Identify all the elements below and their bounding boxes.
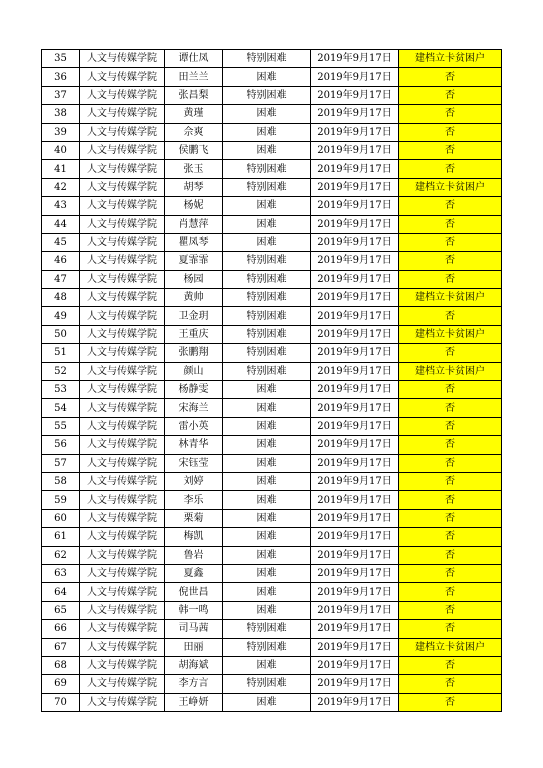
poverty-file-cell[interactable]: 否 (399, 546, 502, 564)
poverty-file-cell[interactable]: 否 (399, 68, 502, 86)
table-row (42, 472, 502, 490)
difficulty-level-cell[interactable]: 困难 (223, 509, 311, 527)
row-number-cell[interactable]: 43 (42, 197, 80, 215)
table-body (42, 50, 502, 712)
difficulty-level-cell[interactable]: 困难 (223, 601, 311, 619)
row-number-cell[interactable]: 51 (42, 344, 80, 362)
difficulty-level-cell[interactable]: 特别困难 (223, 289, 311, 307)
student-name-cell[interactable]: 张玉 (165, 160, 223, 178)
poverty-file-cell[interactable]: 否 (399, 86, 502, 104)
date-cell[interactable]: 2019年9月17日 (311, 68, 399, 86)
row-number-cell[interactable]: 55 (42, 417, 80, 435)
student-name-cell[interactable]: 梅凯 (165, 528, 223, 546)
row-number-cell[interactable]: 49 (42, 307, 80, 325)
date-cell[interactable]: 2019年9月17日 (311, 399, 399, 417)
date-cell[interactable]: 2019年9月17日 (311, 86, 399, 104)
row-number-cell[interactable]: 62 (42, 546, 80, 564)
row-number-cell[interactable]: 70 (42, 693, 80, 711)
college-cell[interactable]: 人文与传媒学院 (80, 68, 165, 86)
table-row (42, 289, 502, 307)
row-number-cell[interactable]: 64 (42, 583, 80, 601)
difficulty-level-cell[interactable]: 困难 (223, 233, 311, 251)
table-row (42, 528, 502, 546)
student-name-cell[interactable]: 黄瑾 (165, 105, 223, 123)
difficulty-level-cell[interactable]: 困难 (223, 564, 311, 582)
student-name-cell[interactable]: 田丽 (165, 638, 223, 656)
date-cell[interactable]: 2019年9月17日 (311, 362, 399, 380)
poverty-file-cell[interactable]: 否 (399, 344, 502, 362)
difficulty-level-cell[interactable]: 特别困难 (223, 620, 311, 638)
college-cell[interactable]: 人文与传媒学院 (80, 270, 165, 288)
college-cell[interactable]: 人文与传媒学院 (80, 86, 165, 104)
difficulty-level-cell[interactable]: 特别困难 (223, 252, 311, 270)
table-row (42, 50, 502, 68)
poverty-file-cell[interactable]: 否 (399, 491, 502, 509)
poverty-file-cell[interactable]: 否 (399, 233, 502, 251)
poverty-file-cell[interactable]: 否 (399, 123, 502, 141)
college-cell[interactable]: 人文与传媒学院 (80, 307, 165, 325)
college-cell[interactable]: 人文与传媒学院 (80, 491, 165, 509)
student-name-cell[interactable]: 韩一鸣 (165, 601, 223, 619)
student-name-cell[interactable]: 张昌梨 (165, 86, 223, 104)
row-number-cell[interactable]: 68 (42, 656, 80, 674)
college-cell[interactable]: 人文与传媒学院 (80, 601, 165, 619)
row-number-cell[interactable]: 58 (42, 472, 80, 490)
difficulty-level-cell[interactable]: 困难 (223, 105, 311, 123)
poverty-file-cell[interactable]: 否 (399, 675, 502, 693)
college-cell[interactable]: 人文与传媒学院 (80, 675, 165, 693)
table-row (42, 638, 502, 656)
student-name-cell[interactable]: 王重庆 (165, 325, 223, 343)
row-number-cell[interactable]: 53 (42, 381, 80, 399)
poverty-file-cell[interactable]: 建档立卡贫困户 (399, 362, 502, 380)
student-name-cell[interactable]: 鲁岩 (165, 546, 223, 564)
poverty-file-cell[interactable]: 否 (399, 436, 502, 454)
row-number-cell[interactable]: 37 (42, 86, 80, 104)
date-cell[interactable]: 2019年9月17日 (311, 436, 399, 454)
difficulty-level-cell[interactable]: 困难 (223, 381, 311, 399)
difficulty-level-cell[interactable]: 特别困难 (223, 675, 311, 693)
row-number-cell[interactable]: 46 (42, 252, 80, 270)
row-number-cell[interactable]: 54 (42, 399, 80, 417)
row-number-cell[interactable]: 36 (42, 68, 80, 86)
difficulty-level-cell[interactable]: 特别困难 (223, 178, 311, 196)
row-number-cell[interactable]: 61 (42, 528, 80, 546)
college-cell[interactable]: 人文与传媒学院 (80, 362, 165, 380)
table-row (42, 86, 502, 104)
difficulty-level-cell[interactable]: 困难 (223, 197, 311, 215)
poverty-file-cell[interactable]: 否 (399, 307, 502, 325)
college-cell[interactable]: 人文与传媒学院 (80, 381, 165, 399)
student-aid-table (41, 49, 502, 712)
table-row (42, 620, 502, 638)
college-cell[interactable]: 人文与传媒学院 (80, 564, 165, 582)
table-row (42, 68, 502, 86)
college-cell[interactable]: 人文与传媒学院 (80, 141, 165, 159)
college-cell[interactable]: 人文与传媒学院 (80, 656, 165, 674)
student-name-cell[interactable]: 侯鹏飞 (165, 141, 223, 159)
poverty-file-cell[interactable]: 否 (399, 252, 502, 270)
poverty-file-cell[interactable]: 否 (399, 693, 502, 711)
difficulty-level-cell[interactable]: 特别困难 (223, 344, 311, 362)
date-cell[interactable]: 2019年9月17日 (311, 675, 399, 693)
date-cell[interactable]: 2019年9月17日 (311, 252, 399, 270)
college-cell[interactable]: 人文与传媒学院 (80, 693, 165, 711)
poverty-file-cell[interactable]: 否 (399, 197, 502, 215)
row-number-cell[interactable]: 52 (42, 362, 80, 380)
table-row (42, 344, 502, 362)
poverty-file-cell[interactable]: 否 (399, 417, 502, 435)
date-cell[interactable]: 2019年9月17日 (311, 381, 399, 399)
table-row (42, 675, 502, 693)
table-row (42, 417, 502, 435)
row-number-cell[interactable]: 41 (42, 160, 80, 178)
student-name-cell[interactable]: 谭仕凤 (165, 50, 223, 68)
poverty-file-cell[interactable]: 否 (399, 399, 502, 417)
difficulty-level-cell[interactable]: 特别困难 (223, 50, 311, 68)
poverty-file-cell[interactable]: 否 (399, 160, 502, 178)
poverty-file-cell[interactable]: 否 (399, 215, 502, 233)
college-cell[interactable]: 人文与传媒学院 (80, 454, 165, 472)
student-name-cell[interactable]: 王峥妍 (165, 693, 223, 711)
date-cell[interactable]: 2019年9月17日 (311, 50, 399, 68)
table-row (42, 509, 502, 527)
student-name-cell[interactable]: 瞿凤琴 (165, 233, 223, 251)
difficulty-level-cell[interactable]: 困难 (223, 436, 311, 454)
table-row (42, 307, 502, 325)
table-row (42, 197, 502, 215)
college-cell[interactable]: 人文与传媒学院 (80, 417, 165, 435)
difficulty-level-cell[interactable]: 特别困难 (223, 325, 311, 343)
difficulty-level-cell[interactable]: 特别困难 (223, 270, 311, 288)
table-row (42, 399, 502, 417)
student-name-cell[interactable]: 杨妮 (165, 197, 223, 215)
student-name-cell[interactable]: 李方言 (165, 675, 223, 693)
student-name-cell[interactable]: 夏鑫 (165, 564, 223, 582)
student-name-cell[interactable]: 黄帅 (165, 289, 223, 307)
difficulty-level-cell[interactable]: 困难 (223, 693, 311, 711)
row-number-cell[interactable]: 40 (42, 141, 80, 159)
college-cell[interactable]: 人文与传媒学院 (80, 289, 165, 307)
row-number-cell[interactable]: 47 (42, 270, 80, 288)
row-number-cell[interactable]: 50 (42, 325, 80, 343)
date-cell[interactable]: 2019年9月17日 (311, 546, 399, 564)
poverty-file-cell[interactable]: 否 (399, 509, 502, 527)
table-row (42, 160, 502, 178)
date-cell[interactable]: 2019年9月17日 (311, 233, 399, 251)
date-cell[interactable]: 2019年9月17日 (311, 141, 399, 159)
row-number-cell[interactable]: 67 (42, 638, 80, 656)
student-name-cell[interactable]: 刘婷 (165, 472, 223, 490)
difficulty-level-cell[interactable]: 特别困难 (223, 362, 311, 380)
student-name-cell[interactable]: 肖慧萍 (165, 215, 223, 233)
row-number-cell[interactable]: 44 (42, 215, 80, 233)
row-number-cell[interactable]: 69 (42, 675, 80, 693)
student-name-cell[interactable]: 颜山 (165, 362, 223, 380)
difficulty-level-cell[interactable]: 困难 (223, 141, 311, 159)
table-row (42, 583, 502, 601)
difficulty-level-cell[interactable]: 困难 (223, 123, 311, 141)
row-number-cell[interactable]: 65 (42, 601, 80, 619)
table-row (42, 381, 502, 399)
date-cell[interactable]: 2019年9月17日 (311, 289, 399, 307)
college-cell[interactable]: 人文与传媒学院 (80, 344, 165, 362)
row-number-cell[interactable]: 35 (42, 50, 80, 68)
row-number-cell[interactable]: 56 (42, 436, 80, 454)
difficulty-level-cell[interactable]: 困难 (223, 546, 311, 564)
table-row (42, 105, 502, 123)
date-cell[interactable]: 2019年9月17日 (311, 601, 399, 619)
student-name-cell[interactable]: 杨静雯 (165, 381, 223, 399)
date-cell[interactable]: 2019年9月17日 (311, 693, 399, 711)
table-row (42, 491, 502, 509)
table-row (42, 454, 502, 472)
college-cell[interactable]: 人文与传媒学院 (80, 233, 165, 251)
college-cell[interactable]: 人文与传媒学院 (80, 546, 165, 564)
student-name-cell[interactable]: 张鹏翔 (165, 344, 223, 362)
poverty-file-cell[interactable]: 否 (399, 472, 502, 490)
table-row (42, 656, 502, 674)
table-row (42, 325, 502, 343)
student-name-cell[interactable]: 栗菊 (165, 509, 223, 527)
poverty-file-cell[interactable]: 否 (399, 270, 502, 288)
college-cell[interactable]: 人文与传媒学院 (80, 436, 165, 454)
row-number-cell[interactable]: 38 (42, 105, 80, 123)
college-cell[interactable]: 人文与传媒学院 (80, 197, 165, 215)
row-number-cell[interactable]: 60 (42, 509, 80, 527)
college-cell[interactable]: 人文与传媒学院 (80, 160, 165, 178)
difficulty-level-cell[interactable]: 特别困难 (223, 307, 311, 325)
date-cell[interactable]: 2019年9月17日 (311, 583, 399, 601)
date-cell[interactable]: 2019年9月17日 (311, 178, 399, 196)
table-row (42, 546, 502, 564)
college-cell[interactable]: 人文与传媒学院 (80, 178, 165, 196)
date-cell[interactable]: 2019年9月17日 (311, 638, 399, 656)
college-cell[interactable]: 人文与传媒学院 (80, 620, 165, 638)
student-name-cell[interactable]: 田兰兰 (165, 68, 223, 86)
table-row (42, 601, 502, 619)
college-cell[interactable]: 人文与传媒学院 (80, 325, 165, 343)
table-row (42, 436, 502, 454)
college-cell[interactable]: 人文与传媒学院 (80, 215, 165, 233)
table-row (42, 123, 502, 141)
poverty-file-cell[interactable]: 否 (399, 564, 502, 582)
poverty-file-cell[interactable]: 否 (399, 454, 502, 472)
table-row (42, 215, 502, 233)
poverty-file-cell[interactable]: 否 (399, 105, 502, 123)
poverty-file-cell[interactable]: 建档立卡贫困户 (399, 178, 502, 196)
row-number-cell[interactable]: 42 (42, 178, 80, 196)
poverty-file-cell[interactable]: 建档立卡贫困户 (399, 289, 502, 307)
table-row (42, 178, 502, 196)
student-name-cell[interactable]: 李乐 (165, 491, 223, 509)
student-name-cell[interactable]: 司马茜 (165, 620, 223, 638)
date-cell[interactable]: 2019年9月17日 (311, 656, 399, 674)
poverty-file-cell[interactable]: 否 (399, 528, 502, 546)
difficulty-level-cell[interactable]: 特别困难 (223, 160, 311, 178)
difficulty-level-cell[interactable]: 困难 (223, 68, 311, 86)
college-cell[interactable]: 人文与传媒学院 (80, 509, 165, 527)
student-name-cell[interactable]: 雷小英 (165, 417, 223, 435)
row-number-cell[interactable]: 48 (42, 289, 80, 307)
table-row (42, 270, 502, 288)
date-cell[interactable]: 2019年9月17日 (311, 160, 399, 178)
date-cell[interactable]: 2019年9月17日 (311, 270, 399, 288)
poverty-file-cell[interactable]: 建档立卡贫困户 (399, 638, 502, 656)
student-name-cell[interactable]: 夏霏霏 (165, 252, 223, 270)
student-name-cell[interactable]: 倪世昌 (165, 583, 223, 601)
row-number-cell[interactable]: 39 (42, 123, 80, 141)
table-row (42, 233, 502, 251)
date-cell[interactable]: 2019年9月17日 (311, 215, 399, 233)
difficulty-level-cell[interactable]: 困难 (223, 417, 311, 435)
poverty-file-cell[interactable]: 否 (399, 620, 502, 638)
student-name-cell[interactable]: 佘爽 (165, 123, 223, 141)
table-row (42, 141, 502, 159)
poverty-file-cell[interactable]: 否 (399, 141, 502, 159)
poverty-file-cell[interactable]: 否 (399, 656, 502, 674)
date-cell[interactable]: 2019年9月17日 (311, 123, 399, 141)
difficulty-level-cell[interactable]: 困难 (223, 656, 311, 674)
college-cell[interactable]: 人文与传媒学院 (80, 399, 165, 417)
table-row (42, 693, 502, 711)
table-row (42, 564, 502, 582)
poverty-file-cell[interactable]: 否 (399, 601, 502, 619)
date-cell[interactable]: 2019年9月17日 (311, 491, 399, 509)
date-cell[interactable]: 2019年9月17日 (311, 620, 399, 638)
poverty-file-cell[interactable]: 建档立卡贫困户 (399, 50, 502, 68)
date-cell[interactable]: 2019年9月17日 (311, 197, 399, 215)
student-name-cell[interactable]: 杨园 (165, 270, 223, 288)
date-cell[interactable]: 2019年9月17日 (311, 325, 399, 343)
date-cell[interactable]: 2019年9月17日 (311, 564, 399, 582)
row-number-cell[interactable]: 45 (42, 233, 80, 251)
difficulty-level-cell[interactable]: 困难 (223, 454, 311, 472)
difficulty-level-cell[interactable]: 困难 (223, 399, 311, 417)
student-name-cell[interactable]: 宋海兰 (165, 399, 223, 417)
row-number-cell[interactable]: 59 (42, 491, 80, 509)
poverty-file-cell[interactable]: 建档立卡贫困户 (399, 325, 502, 343)
student-name-cell[interactable]: 林青华 (165, 436, 223, 454)
difficulty-level-cell[interactable]: 困难 (223, 583, 311, 601)
date-cell[interactable]: 2019年9月17日 (311, 344, 399, 362)
student-name-cell[interactable]: 宋钰莹 (165, 454, 223, 472)
date-cell[interactable]: 2019年9月17日 (311, 472, 399, 490)
date-cell[interactable]: 2019年9月17日 (311, 307, 399, 325)
difficulty-level-cell[interactable]: 困难 (223, 528, 311, 546)
college-cell[interactable]: 人文与传媒学院 (80, 252, 165, 270)
student-name-cell[interactable]: 卫金玥 (165, 307, 223, 325)
date-cell[interactable]: 2019年9月17日 (311, 528, 399, 546)
college-cell[interactable]: 人文与传媒学院 (80, 472, 165, 490)
student-name-cell[interactable]: 胡海斌 (165, 656, 223, 674)
poverty-file-cell[interactable]: 否 (399, 381, 502, 399)
college-cell[interactable]: 人文与传媒学院 (80, 105, 165, 123)
college-cell[interactable]: 人文与传媒学院 (80, 123, 165, 141)
difficulty-level-cell[interactable]: 特别困难 (223, 638, 311, 656)
college-cell[interactable]: 人文与传媒学院 (80, 528, 165, 546)
row-number-cell[interactable]: 66 (42, 620, 80, 638)
date-cell[interactable]: 2019年9月17日 (311, 105, 399, 123)
poverty-file-cell[interactable]: 否 (399, 583, 502, 601)
difficulty-level-cell[interactable]: 特别困难 (223, 86, 311, 104)
date-cell[interactable]: 2019年9月17日 (311, 417, 399, 435)
table-row (42, 362, 502, 380)
college-cell[interactable]: 人文与传媒学院 (80, 50, 165, 68)
row-number-cell[interactable]: 63 (42, 564, 80, 582)
date-cell[interactable]: 2019年9月17日 (311, 509, 399, 527)
difficulty-level-cell[interactable]: 困难 (223, 491, 311, 509)
college-cell[interactable]: 人文与传媒学院 (80, 583, 165, 601)
college-cell[interactable]: 人文与传媒学院 (80, 638, 165, 656)
student-name-cell[interactable]: 胡琴 (165, 178, 223, 196)
difficulty-level-cell[interactable]: 困难 (223, 215, 311, 233)
difficulty-level-cell[interactable]: 困难 (223, 472, 311, 490)
table-row (42, 252, 502, 270)
row-number-cell[interactable]: 57 (42, 454, 80, 472)
date-cell[interactable]: 2019年9月17日 (311, 454, 399, 472)
